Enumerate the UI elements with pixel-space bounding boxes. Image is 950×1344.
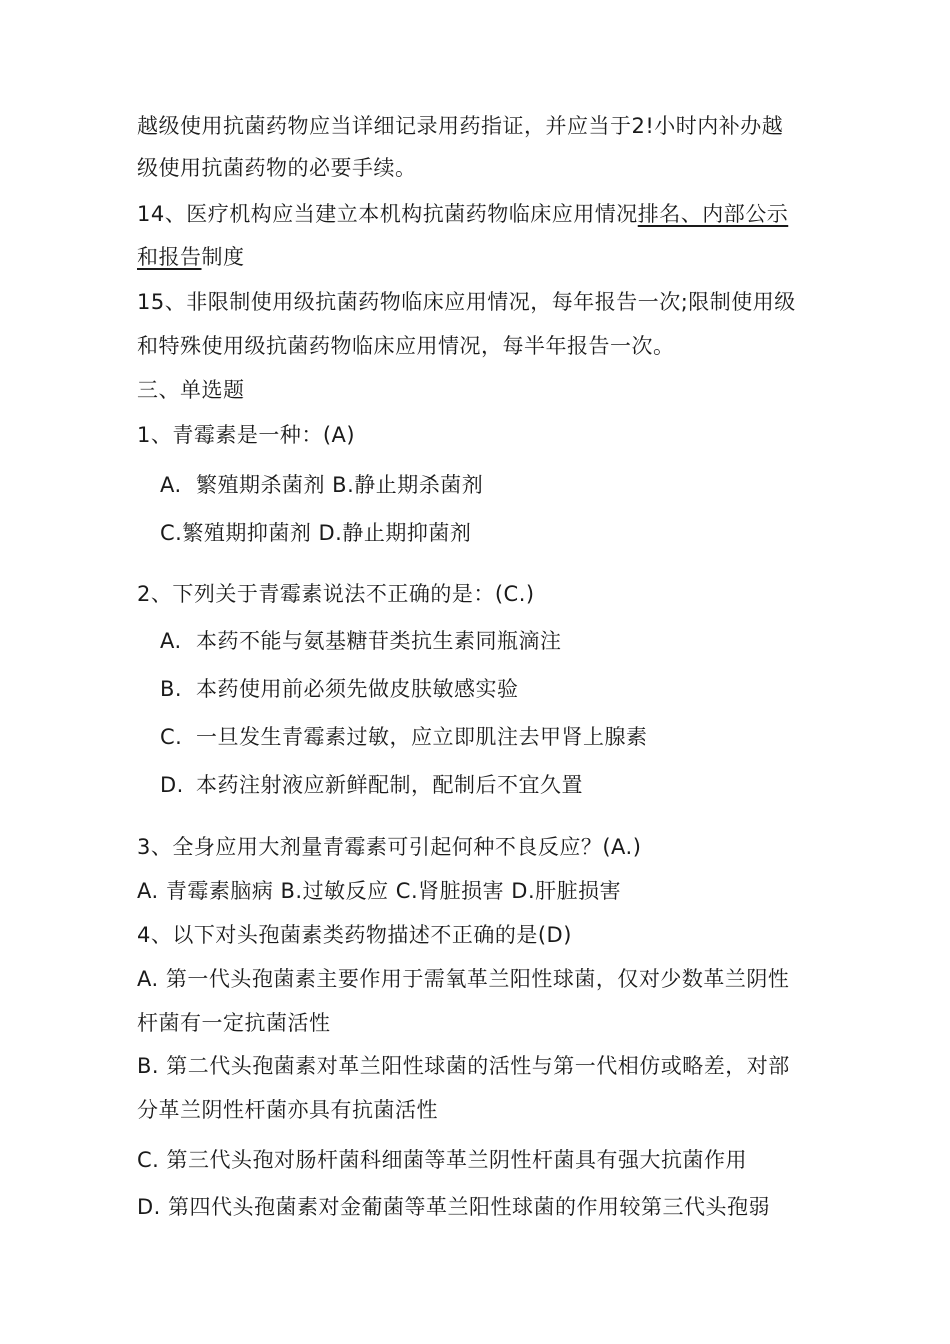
question-3-options: A. 青霉素脑病 B.过敏反应 C.肾脏损害 D.肝脏损害 — [137, 879, 622, 903]
option-text: 一旦发生青霉素过敏，应立即肌注去甲肾上腺素 — [196, 725, 648, 749]
item-14-line-2 — [137, 243, 245, 271]
text-line: 越级使用抗菌药物应当详细记录用药指证，并应当于2!小时内补办越 — [137, 114, 784, 138]
option-text: 本药不能与氨基糖苷类抗生素同瓶滴注 — [196, 629, 562, 653]
option-label: B. — [160, 677, 183, 701]
item-14-line — [137, 200, 788, 228]
option-label: A. — [160, 629, 182, 653]
section-heading: 三、单选题 — [137, 378, 245, 402]
option-label: C. — [160, 725, 183, 749]
question-4-option-b: B. 第二代头孢菌素对革兰阳性球菌的活性与第一代相仿或略差，对部 — [137, 1054, 790, 1078]
question-2-option-b — [160, 675, 519, 703]
underlined-text: 和报告 — [137, 245, 202, 269]
question-3-stem: 3、全身应用大剂量青霉素可引起何种不良反应？(A.) — [137, 835, 642, 859]
question-2-option-d — [160, 771, 583, 799]
question-1-stem: 1、青霉素是一种：(A) — [137, 423, 356, 447]
item-15-line: 15、非限制使用级抗菌药物临床应用情况，每年报告一次;限制使用级 — [137, 290, 796, 314]
question-4-option-c: C. 第三代头孢对肠杆菌科细菌等革兰阴性杆菌具有强大抗菌作用 — [137, 1148, 748, 1172]
option-text: 本药注射液应新鲜配制，配制后不宜久置 — [196, 773, 583, 797]
question-1-options-cd: C.繁殖期抑菌剂 D.静止期抑菌剂 — [160, 521, 472, 545]
question-2-option-c — [160, 723, 648, 751]
question-4-option-b-cont: 分革兰阴性杆菌亦具有抗菌活性 — [137, 1098, 438, 1122]
item-14-text: 14、医疗机构应当建立本机构抗菌药物临床应用情况 — [137, 202, 638, 226]
question-1-options-ab — [160, 471, 483, 499]
question-2-stem: 2、下列关于青霉素说法不正确的是：(C.) — [137, 582, 535, 606]
question-4-option-a: A. 第一代头孢菌素主要作用于需氧革兰阳性球菌，仅对少数革兰阴性 — [137, 967, 790, 991]
question-4-stem: 4、以下对头孢菌素类药物描述不正确的是(D) — [137, 923, 572, 947]
question-4-option-d: D. 第四代头孢菌素对金葡菌等革兰阳性球菌的作用较第三代头孢弱 — [137, 1195, 771, 1219]
option-text: 本药使用前必须先做皮肤敏感实验 — [196, 677, 519, 701]
question-2-option-a — [160, 627, 562, 655]
text-line: 级使用抗菌药物的必要手续。 — [137, 156, 417, 180]
option-text: 繁殖期杀菌剂 B.静止期杀菌剂 — [196, 473, 484, 497]
question-4-option-a-cont: 杆菌有一定抗菌活性 — [137, 1011, 331, 1035]
option-label: D. — [160, 773, 184, 797]
item-14-text-end: 制度 — [201, 245, 245, 269]
item-15-line-2: 和特殊使用级抗菌药物临床应用情况，每半年报告一次。 — [137, 334, 675, 358]
underlined-text: 排名、内部公示 — [637, 202, 789, 226]
option-label: A. — [160, 473, 182, 497]
